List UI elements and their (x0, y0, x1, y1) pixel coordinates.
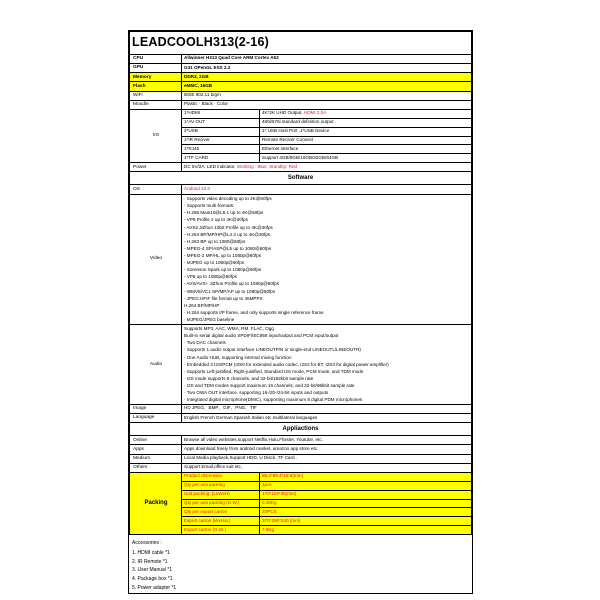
video-line: - H.265 Main10@L5.1 up to 4K@60fps (184, 210, 264, 216)
io-desc-5: Support 4GB/8GB/16GB/32GB/64GB (260, 154, 472, 163)
accessories-heading: Accessories : (132, 540, 162, 547)
row-value-video (182, 194, 472, 324)
product-title: LEADCOOLH313(2-16) (132, 35, 269, 49)
product-title-cell (130, 32, 472, 55)
video-line: · Supports multi-formats: (184, 203, 235, 209)
table-row (130, 73, 472, 82)
row-label-online: Online (130, 436, 182, 445)
io-port-5: 1*TF CARD (182, 154, 260, 163)
row-label-image: Image (130, 404, 182, 413)
packing-key-5: Export carton (WxHxL) (182, 517, 260, 526)
table-row (130, 63, 472, 72)
row-label-flash: Flash (130, 82, 182, 91)
row-value-others: Support Email,office suit etc, (182, 463, 472, 472)
audio-line: Supports MP3, AAC, WMA, RM, FLAC, Ogg (184, 326, 274, 332)
row-label-audio: Audio (130, 324, 182, 404)
row-label-gpu: GPU (130, 63, 182, 72)
video-line: - JPEG.HFIF file format up to 45MPPS (184, 295, 263, 301)
row-label-video: Video (130, 194, 182, 324)
io-desc-red-0: HDMI 2.0A (303, 110, 327, 116)
audio-line: · I2S and TDM modes support maximum 16 channels, and 32-bit/96kbit sample rate (184, 382, 355, 388)
video-line: · MJPEG/JPEG baseline (184, 316, 235, 322)
row-label-io: I/O (130, 109, 182, 162)
table-row-packing (130, 499, 472, 508)
video-line: - VP8 up to 1080p@60fps (184, 274, 237, 280)
audio-line: Built-in serial digital audio SPDIF/IEC958 input/output and PCM input/output (184, 333, 339, 339)
row-label-memory: Memory (130, 73, 182, 82)
section-header-software: Software (130, 172, 472, 185)
packing-value-6: 7.5Kg (260, 526, 472, 535)
row-value-memory: DDR3, 2GB (182, 73, 472, 82)
row-value-apps: Apps download freely from android market, amazon app store etc. (182, 445, 472, 454)
audio-line: · Integrated digital microphone(DMIC), supporting maximum 8 digital PDM microphones (184, 397, 363, 403)
packing-value-5: 370*290*240 (mm) (260, 517, 472, 526)
table-row-io (130, 109, 472, 118)
row-label-apps: Apps (130, 445, 182, 454)
row-value-online: Browse all video websites,support Netflix,Hulu,Flixster, Youtube, etc. (182, 436, 472, 445)
table-row (130, 445, 472, 454)
row-label-os: OS (130, 185, 182, 194)
table-row (130, 436, 472, 445)
table-row (130, 463, 472, 472)
video-line: - Sorenson Spark up to 1080p@60fps (184, 267, 262, 273)
table-row (130, 100, 472, 109)
audio-line: · One Audio HUB, supporting internal mixing function (184, 354, 292, 360)
io-port-2: 2*USB (182, 127, 260, 136)
accessory-item: 3. User Manual *1 (132, 567, 173, 574)
title-row (130, 32, 472, 55)
row-label-packing: Packing (130, 472, 182, 534)
video-line: - AVS/AVS+ JiZhun Profile up to 1080p@60fps (184, 281, 280, 287)
io-desc-text-0: 4K*2K UHD Output, (262, 110, 303, 116)
audio-line: · Supports Left-justified, Right-justified, Standard I2S mode, PCM mode, and TDM mode (184, 368, 364, 374)
table-row (130, 454, 472, 463)
row-value-power (182, 163, 472, 172)
row-label-power: Power (130, 163, 182, 172)
power-red: Red (288, 163, 298, 169)
packing-value-0: 88.4*88.4*18.6(mm) (260, 472, 472, 481)
io-desc-0 (260, 109, 472, 118)
io-port-4: 1*RJ45 (182, 145, 260, 154)
table-row-io (130, 127, 472, 136)
table-row-packing (130, 481, 472, 490)
spec-table (129, 31, 472, 535)
audio-line: · Two OWA OUT interface, supporting 16-/20-/24-bit inputs and outputs (184, 390, 329, 396)
packing-key-0: Product dimension (182, 472, 260, 481)
io-desc-1: 480i/576i standard definition output (260, 118, 472, 127)
power-blue: Blue, (257, 163, 268, 169)
section-row-applications (130, 423, 472, 436)
io-desc-3: Remote Reciver Connect (260, 136, 472, 145)
audio-line: · Embedded 3 I2S/PCM (I2S0 for extended audio codec, I2S2 for BT, I2S3 for digital power amplifier) (184, 361, 389, 367)
table-row-packing (130, 472, 472, 481)
video-line: - AVS2 JiZhun 10bit Profile up to 4K@30fps (184, 224, 273, 230)
row-value-gpu: G31 OPenGL ESS 2.2 (182, 63, 472, 72)
row-value-medium: Local Media playback,Support HDD, U Disck ,TF Card . (182, 454, 472, 463)
row-value-language: English French German Spanish Italian etc multilateral languages (182, 413, 472, 422)
video-line: H.264 BP/MP/HP (184, 302, 220, 308)
io-desc-4: Ethernet interface (260, 145, 472, 154)
io-desc-2: 1* USB Host Port ,1*USB Device (260, 127, 472, 136)
power-working: Working : (236, 163, 257, 169)
row-label-language: Language (130, 413, 182, 422)
io-port-3: 1*IR Reciver (182, 136, 260, 145)
row-label-cpu: CPU (130, 54, 182, 63)
table-row-io (130, 145, 472, 154)
accessories-block (129, 539, 472, 593)
audio-line: · Supports 1 audio output interface LINEOUTP/N or single-end LINEOUTL/LINEOUTR) (184, 347, 361, 353)
accessory-item: 1. HDMI cable *1 (132, 549, 170, 556)
table-row-packing (130, 517, 472, 526)
row-label-medium: Medium (130, 454, 182, 463)
table-row (130, 91, 472, 100)
packing-value-1: 1pcs (260, 481, 472, 490)
table-row-language (130, 413, 472, 422)
row-value-flash: eMMC, 16GB (182, 82, 472, 91)
spec-sheet (128, 30, 473, 594)
row-value-audio (182, 324, 472, 404)
table-row (130, 54, 472, 63)
video-line: - H.263 BP up to 1080@60fps (184, 238, 246, 244)
accessory-item: 2. IR Remote *1 (132, 558, 168, 565)
section-header-applications: Appliactions (130, 423, 472, 436)
packing-key-4: Qty per export carton (182, 508, 260, 517)
row-value-image: HD JPEG、BMP、GIF、PNG、TIF (182, 404, 472, 413)
table-row (130, 82, 472, 91)
table-row-io (130, 136, 472, 145)
packing-value-2: 170*115*35(mm) (260, 490, 472, 499)
row-value-moudle: Plastic · Black · Color (182, 100, 472, 109)
row-label-moudle: Moudle (130, 100, 182, 109)
section-row-software (130, 172, 472, 185)
video-line: - WMV9/VC1 SP/MP/AP up to 1080p@60fps (184, 288, 276, 294)
video-line: - MPEG-4 SP/ASP@L5 up to 1080@60fps (184, 245, 271, 251)
accessory-item: 5. Power adapter *1 (132, 584, 177, 591)
audio-line: · Two DAC channels (184, 340, 226, 346)
row-label-wifi: WiFi (130, 91, 182, 100)
row-value-wifi: IEEE 802.11 b/g/n (182, 91, 472, 100)
packing-value-4: 20PCS (260, 508, 472, 517)
packing-key-2: Unit packing: (LxWxH) (182, 490, 260, 499)
video-line: - MPEG-2 MP/HL up to 1080p@60fps (184, 252, 262, 258)
row-value-os: Android 10.0 (182, 185, 472, 194)
audio-line: · I2S mode supports 8 channels, and 32-bit/192kbit sample rate (184, 375, 314, 381)
packing-key-1: Qty per unit packing (182, 481, 260, 490)
row-value-cpu: Allwinner H313 Quad Core ARM Cortex A53 (182, 54, 472, 63)
table-row-io (130, 118, 472, 127)
video-line: - H.264 BP/MP/HP@L4.2 up to 4K@30fps (184, 231, 271, 237)
table-row-io (130, 154, 472, 163)
table-row-packing (130, 508, 472, 517)
table-row-video (130, 194, 472, 324)
packing-value-3: 0.35Kg (260, 499, 472, 508)
power-standby: Standby: (269, 163, 288, 169)
video-line: · H.264 supports I/P frame, and only supports single reference frame (184, 309, 324, 315)
table-row-os (130, 185, 472, 194)
io-port-0: 1*HDMI (182, 109, 260, 118)
table-row-packing (130, 490, 472, 499)
row-label-others: Others (130, 463, 182, 472)
table-row-image (130, 404, 472, 413)
video-line: - MJPEG up to 1080p@60fps (184, 260, 245, 266)
packing-key-6: Export carton (G.W.) (182, 526, 260, 535)
power-text: DC 5V/2A; LED indicator, (184, 163, 236, 169)
io-port-1: 1*AV OUT (182, 118, 260, 127)
table-row-power (130, 163, 472, 172)
table-row-packing (130, 526, 472, 535)
video-line: · Supports video decoding up to 4K@60fps (184, 196, 272, 202)
table-row-audio (130, 324, 472, 404)
video-line: - VP9 Profile 2 up to 4K@30fps (184, 217, 248, 223)
packing-key-3: Qty per unit packing (G.W.) (182, 499, 260, 508)
accessory-item: 4. Package box *1 (132, 576, 173, 583)
